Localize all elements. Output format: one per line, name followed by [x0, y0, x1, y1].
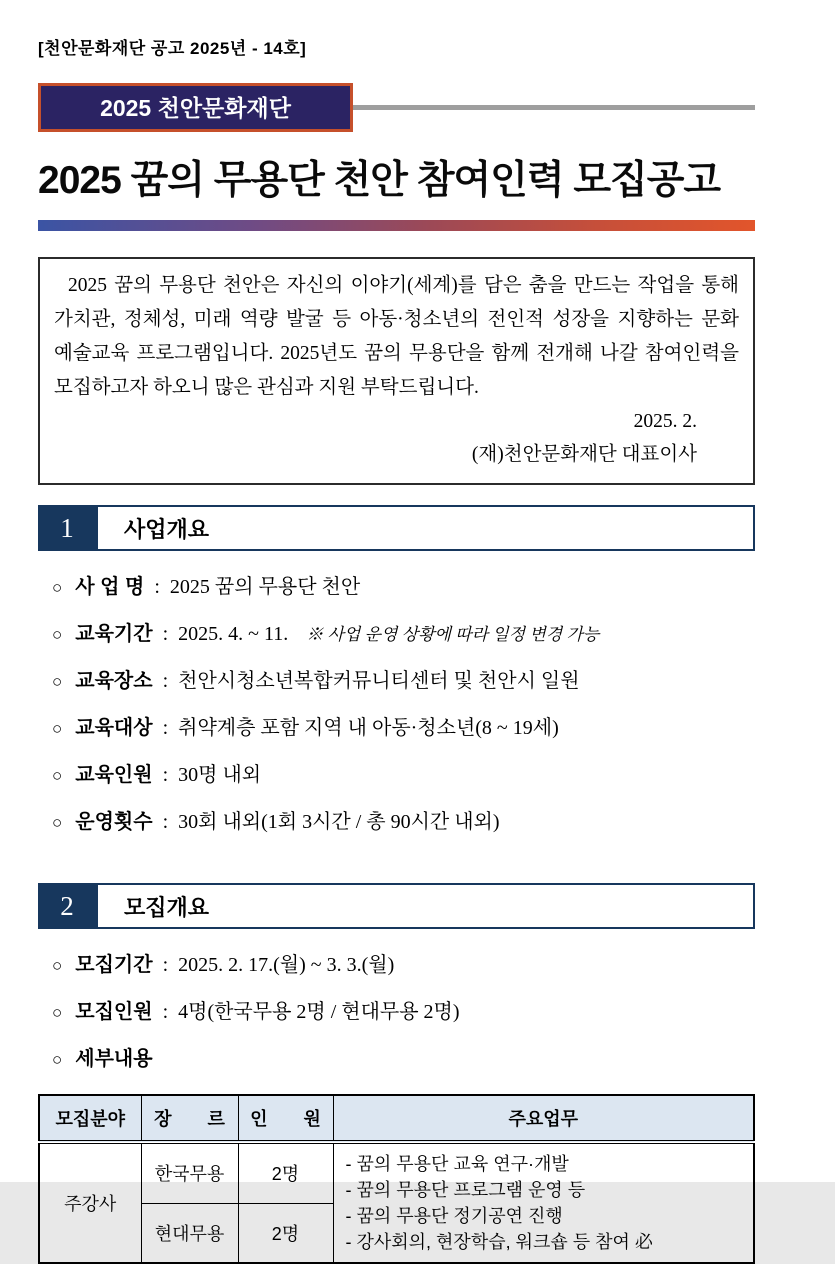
- item-note: ※ 사업 운영 상황에 따라 일정 변경 가능: [306, 625, 600, 644]
- list-item: [52, 763, 755, 788]
- list-item: [52, 575, 755, 600]
- item-value: 30회 내외(1회 3시간 / 총 90시간 내외): [178, 811, 500, 833]
- circle-bullet-icon: ○: [52, 672, 63, 691]
- list-item: [52, 1047, 755, 1072]
- duty-line: - 꿈의 무용단 교육 연구·개발: [345, 1154, 569, 1174]
- circle-bullet-icon: ○: [52, 766, 63, 785]
- page-title: 2025 꿈의 무용단 천안 참여인력 모집공고: [38, 159, 721, 202]
- circle-bullet-icon: ○: [52, 956, 63, 975]
- circle-bullet-icon: ○: [52, 578, 63, 597]
- section-1-title: 사업개요: [96, 505, 755, 551]
- brand-row: [38, 83, 755, 132]
- circle-bullet-icon: ○: [52, 625, 63, 644]
- list-item: [52, 716, 755, 741]
- circle-bullet-icon: ○: [52, 1050, 63, 1069]
- section-2-header: [38, 883, 755, 929]
- circle-bullet-icon: ○: [52, 813, 63, 832]
- section-2-items: [52, 953, 755, 1072]
- item-label: 교육기간: [75, 623, 153, 645]
- intro-date: 2025. 2.: [633, 411, 697, 432]
- item-value: 2025 꿈의 무용단 천안: [169, 576, 361, 598]
- intro-line: 모집하고자 하오니 많은 관심과 지원 부탁드립니다.: [54, 377, 479, 398]
- list-item: [52, 622, 755, 647]
- item-label: 모집인원: [75, 1001, 153, 1023]
- duty-line: - 강사회의, 현장학습, 워크숍 등 참여 必: [345, 1232, 653, 1252]
- cell-genre: 현대무용: [141, 1203, 238, 1263]
- header-cell-genre: 장 르: [141, 1095, 238, 1142]
- duty-line: - 꿈의 무용단 정기공연 진행: [345, 1206, 563, 1226]
- item-colon: :: [162, 764, 169, 786]
- header-cell-field: 모집분야: [39, 1095, 141, 1142]
- item-value: 30명 내외: [178, 764, 262, 786]
- gradient-divider: [38, 220, 755, 231]
- item-label: 교육장소: [75, 670, 153, 692]
- item-label: 교육인원: [75, 764, 153, 786]
- header-cell-count: 인 원: [238, 1095, 333, 1142]
- item-colon: :: [162, 670, 169, 692]
- list-item: [52, 810, 755, 835]
- table-header-row: [39, 1095, 754, 1142]
- item-colon: :: [162, 954, 169, 976]
- cell-category: 주강사: [39, 1142, 141, 1263]
- cell-count: 2명: [238, 1203, 333, 1263]
- header-cell-duty: 주요업무: [333, 1095, 754, 1142]
- item-value: 천안시청소년복합커뮤니티센터 및 천안시 일원: [178, 670, 580, 692]
- intro-signature: (재)천안문화재단 대표이사: [471, 444, 697, 465]
- intro-line: 가치관, 정체성, 미래 역량 발굴 등 아동·청소년의 전인적 성장을 지향하는 문화: [54, 309, 739, 330]
- item-label: 사 업 명: [75, 576, 145, 598]
- section-1-items: [52, 575, 755, 835]
- cell-duties: [333, 1142, 754, 1263]
- item-label: 운영횟수: [75, 811, 153, 833]
- list-item: [52, 1000, 755, 1025]
- item-value: 취약계층 포함 지역 내 아동·청소년(8 ~ 19세): [178, 717, 559, 739]
- list-item: [52, 953, 755, 978]
- item-colon: :: [162, 717, 169, 739]
- section-1-header: [38, 505, 755, 551]
- list-item: [52, 669, 755, 694]
- item-value: 2025. 2. 17.(월) ~ 3. 3.(월): [178, 954, 395, 976]
- item-value: 4명(한국무용 2명 / 현대무용 2명): [178, 1001, 460, 1023]
- notice-number: [천안문화재단 공고 2025년 - 14호]: [38, 39, 307, 58]
- duty-line: - 꿈의 무용단 프로그램 운영 등: [345, 1180, 586, 1200]
- table-row: [39, 1142, 754, 1203]
- item-value: 2025. 4. ~ 11.: [178, 623, 289, 645]
- circle-bullet-icon: ○: [52, 719, 63, 738]
- brand-divider-line: [353, 105, 755, 110]
- item-label: 모집기간: [75, 954, 153, 976]
- intro-line: 2025 꿈의 무용단 천안은 자신의 이야기(세계)를 담은 춤을 만드는 작업을 통해: [68, 275, 739, 296]
- intro-line: 예술교육 프로그램입니다. 2025년도 꿈의 무용단을 함께 전개해 나갈 참여인력을: [54, 343, 739, 364]
- circle-bullet-icon: ○: [52, 1003, 63, 1022]
- section-1-number: 1: [38, 505, 96, 551]
- section-2-title: 모집개요: [96, 883, 755, 929]
- cell-genre: 한국무용: [141, 1142, 238, 1203]
- item-colon: :: [162, 623, 169, 645]
- cell-count: 2명: [238, 1142, 333, 1203]
- intro-box: [38, 257, 755, 485]
- recruitment-table: [38, 1094, 755, 1264]
- item-colon: :: [162, 1001, 169, 1023]
- item-colon: :: [154, 576, 160, 598]
- section-2-number: 2: [38, 883, 96, 929]
- item-colon: :: [162, 811, 169, 833]
- brand-box: 2025 천안문화재단: [38, 83, 353, 132]
- item-label: 세부내용: [75, 1048, 153, 1070]
- item-label: 교육대상: [75, 717, 153, 739]
